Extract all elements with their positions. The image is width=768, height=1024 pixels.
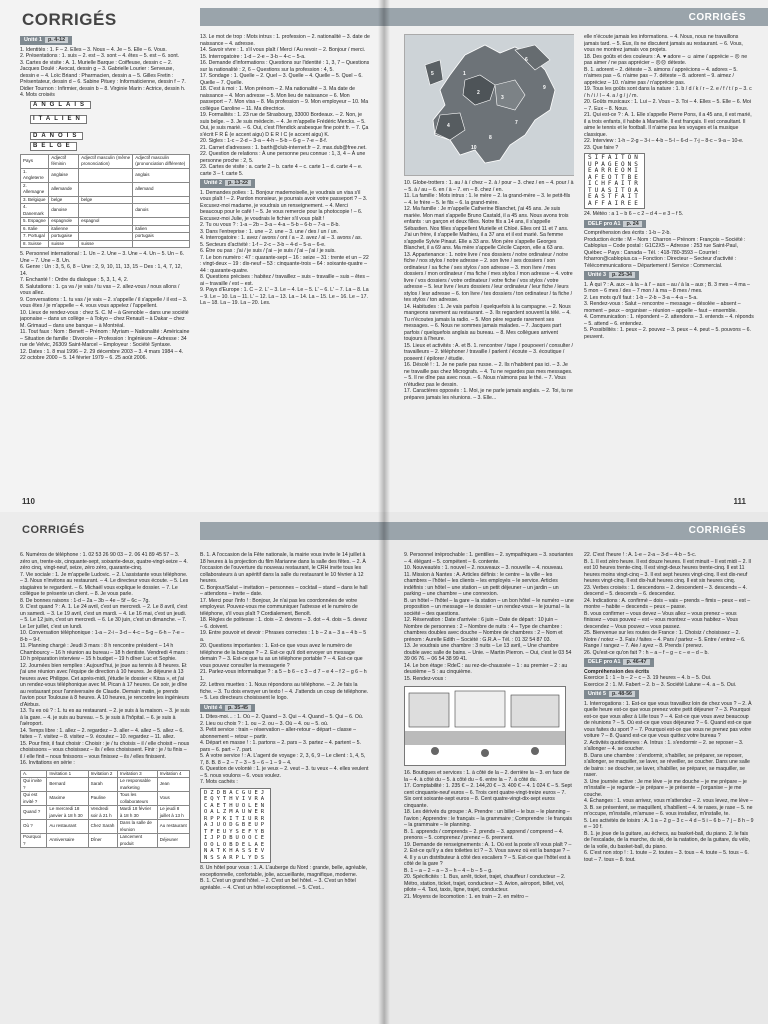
- grid-row: NSSARPLYDS: [204, 854, 268, 861]
- crossword-word: BELGE: [30, 142, 77, 151]
- answer-item: 14. Savoir vivre : 1. s'il vous plaît / Merci / Au revoir – 2. Bonjour / merci.: [200, 47, 366, 53]
- europe-map: [404, 34, 574, 176]
- answer-item: 15. Pour finir, il faut choisir : Choisir : je / tu choisis – il / elle choisit – nous choisissons – vous choisissez – ils / elles choisissent. Finir : je / tu finis – il / elle finit – nous finissons – vous finissez – ils / elles finissent.: [20, 740, 190, 760]
- table-row: Quand ? Le mercredi 18 janvier à 18 h 30 Vendredi soir à 21 h Mardi 18 février à 18 h 30 Le jeudi 8 juillet à 13 h: [21, 806, 190, 820]
- answer-item: 17. Sondage : 1. Quelle – 2. Quel – 3. Quelle – 4. Quelle – 5. Quel – 6. Quelle – 7. Quelle.: [200, 73, 363, 86]
- answer-item: B. 1. je joue de la guitare, au échecs, au basket-ball, du piano. 2. le fais de l'escalade, de la marche, du ski, de la natation, de la guitare, du vélo, de la voile, du basket-ball, du piano.: [584, 830, 750, 850]
- crossword-word: ANGLAIS: [30, 101, 91, 110]
- answer-item: 13. Tu es où ? : 1. tu es au restaurant. – 2. je suis à la maison. – 3. je suis à la gare. – 4. je suis au bureau. – 5. je suis à l'hôpital. – 6. je suis à l'aéroport.: [20, 708, 190, 727]
- answer-item: 3. Une journée active : Je me lève – je me douche – je me prépare – je m'installe – je regarde – je prépare – je présente – j'organise – je me couche.: [584, 778, 747, 798]
- crossword: [30, 101, 190, 151]
- map-number: 2: [477, 90, 480, 96]
- answer-item: 13. Je voudrais une chambre : 3 nuits – Le 13 avril, – Une chambre double avec salle de bains. – Unie. – Martin Pierron. – Oui, c'est le 03 54 39 06 76. – 06 54 38 99 41.: [404, 643, 572, 662]
- answer-item: B. Dans une chambre : s'endormir, s'habiller, se préparer, se reposer, s'allonger, se maquiller, se laver, se réveiller, se coucher. Dans une salle de bains : se doucher, se laver, s'habiller, se préparer, se maquiller, se raser.: [584, 752, 750, 778]
- answer-item: 8. Un hôtel pour vous : 1. A. L'auberge du Nord : grande, belle, agréable, exceptionnelle, confortable, jolie, accueillante, magnifique, moderne.: [200, 865, 368, 878]
- answer-item: 16. Invitations en série :: [20, 760, 75, 766]
- table-row: Qui invite ? Bernard Sarah Le responsable marketing Jean: [21, 778, 190, 792]
- answer-item: 3. Petit service : train – réservation – aller-retour – départ – classe – abonnement – retour – partir.: [200, 727, 356, 740]
- grid-row: TUASITOA: [588, 186, 641, 194]
- answer-item: 19. Tous les goûts sont dans la nature : 1. b / d / k / r – 2. e / f / t / p – 3. c / h / i / l – 4. a / g / j / m.: [584, 86, 752, 99]
- table-header: A.: [21, 770, 47, 778]
- page-title: CORRIGÉS: [688, 12, 746, 23]
- page-number: 110: [22, 497, 35, 506]
- unit-badge: DELF pro A1 p. 46-47: [584, 658, 654, 667]
- answer-item: 24. Indications : A. confirmé – dois – vais – prends – fimis – peux – est – montre – habite – descends – peux – passe.: [584, 597, 751, 610]
- answer-item: 1. À qui ? : A. aux – à la – à l' – aux – au / à la – aux ; B. 3 mes – 4 ma – 5 mon – 6 mes / des – 7 mon / à ma – 8 mes / mes.: [584, 281, 750, 294]
- unit-badge: Unité 3 p. 25-34: [584, 271, 639, 280]
- table-header: Invitation 4: [157, 770, 189, 778]
- answer-item: 16. Désolé ! : 1. Je ne parle pas russe. – 2. Ils n'habitent pas ici. – 3. Je ne travaille pas chez Micrografs. – 4. Tu ne regardes pas mes messages. – 5. Il ne dîne pas avec nous. – 6. Nous n'aimons pas le thé. – 7. Vous n'étudiez pas le dessin.: [404, 362, 573, 388]
- map-number: 4: [447, 123, 450, 129]
- answer-item: 21. Carnet d'adresses : 1. barth@club-internet.fr – 2. max.dub@free.net.: [200, 144, 367, 151]
- grid-row: EARREOMI: [588, 167, 641, 174]
- table-row: Qui est invité ? Maxime Pauline Tous les collaborateurs Vous: [21, 792, 190, 806]
- que-faire-grid: [584, 153, 645, 209]
- table-row: 4. Danemark danoise danois: [21, 204, 190, 218]
- answer-item: 23. Verbes croisés : 1. descendons – 2. descendent – 3. descends – 4. descend – 5. descends – 6. descendez.: [584, 584, 747, 597]
- answer-item: 22. C'est l'heure ! : A. 1-e – 2-a – 3-d – 4-b – 5-c.: [584, 552, 697, 558]
- answer-item: 10. Nouveautés : 1. nouvel – 2. nouveaux – 3. nouvelle – 4. nouveau.: [404, 565, 564, 571]
- answer-item: 7. Enchanté ! : Ordre du dialogue : 5, 3, 1, 4, 2.: [20, 277, 129, 283]
- answer-item: 21. Moyens de locomotion : 1. en train – 2. en métro –: [404, 893, 529, 900]
- answer-item: 1. Identités : 1. F – 2. Elles – 3. Nous – 4. Je – 5. Elle – 6. Vous.: [20, 46, 167, 53]
- answer-item: 11. Mission à Nantes : A. Articles définis : le centre – la ville – les chambres – l'hôtel – les clients – les employés – le service. Articles indéfinis : un hôtel – une station – un petit déjeuner – un jardin – un parking – une chambre – une connexion.: [404, 571, 559, 597]
- answer-item: 12. Journées bien remplies : Aujourd'hui, je joue au tennis à 8 heures. Et j'ai une réunion avec l'équipe de direction à 10 heures. Je déjeune à 13 heures avec Philippe. Cet après-midi, j'étudie le dossier « Kitsa », et j'ai un rendez-vous téléphonique avec M. Pican à 17 heures. Ce soir, je dîne au restaurant pour l'anniversaire de Claude. Demain matin, je prends l'avion pour Toulouse à 8 heures. À 10 heures, je rencontre les ingénieurs d'Airbus.: [20, 662, 190, 708]
- answer-item: 5. Possibilités : 1. peux – 2. pouvez – 3. peux – 4. peut – 5. pouvons – 6. peuvent.: [584, 327, 751, 340]
- answer-item: 5. Personnel international : 1. Un – 2. Une – 3. Une – 4. Un – 5. Un – 6. Une – 7. Une – 8. Un.: [20, 251, 185, 264]
- answer-item: 19. Entre pouvoir et devoir : Phrases correctes : 1 b – 2 a – 3 a – 4 b – 5 a.: [200, 630, 367, 643]
- answer-item: 11. La famille : Mots intrus : 1. le mère – 2. la grand-mère – 3. le petit-fils – 4. le frère – 5. le fils – 6. la grand-mère.: [404, 193, 571, 206]
- grid-row: DZDBACGUEJ: [204, 789, 268, 796]
- answer-item: 5. Les activités de loisirs : A. 1 a – 2 g – 3 c – 4 d – 5 i – 6 b – 7 j – 8 h – 9 e – 10 f.: [584, 817, 754, 830]
- map-number: 8: [489, 135, 492, 141]
- bottom-right-page: [384, 512, 768, 1024]
- page-columns: [404, 552, 754, 1004]
- grid-row: IJPDBUOOCE: [204, 835, 268, 841]
- answer-item: 2. Activités quotidiennes : A. Intrus : 1. s'endormir – 2. se reposer – 3. s'allonger – 4. se coucher.: [584, 739, 744, 752]
- answer-item: B. vous confirmer – vous devez – Vous allez – vous prenez – vous finissez – vous pouvez – est – vous montrez – vous habitez – Vous descendez – Vous pouvez – vous passez.: [584, 610, 738, 630]
- map-number: 5: [431, 71, 434, 77]
- table-row: 8. Suisse suisse suisse: [21, 240, 190, 248]
- table-row: 3. Belgique belge belge: [21, 196, 190, 204]
- answer-item: B. 1. adorent – 2. déteste – 3. aimons / apprécions – 4. adores – 5. n'aimes pas – 6. n'aime pas – 7. déteste – 8. adorent – 9. aimez / appréciez – 10. n'aime pas / n'apprécie pas.: [584, 66, 738, 86]
- answer-item: 10. Globe-trotters : 1. au / à / chez – 2. à / pour – 3. chez / en – 4. pour / à – 5. à / au – 6. en / à – 7. en – 8. chez / en.: [404, 180, 574, 193]
- answer-item: 21. Parlez-vous informatique ? : a 5 – b 6 – c 3 – d 7 – e 4 – f 2 – g 6 – h 1.: [200, 669, 367, 682]
- answer-item: B. 1. Il est zéro heure. Il est douze heures. Il est minuit – Il est midi – 2. Il est 10 heures trente-cinq. Il est vingt-deux heures trente-cinq. Il est 11 heures moins vingt-cinq – 3. Il est sept heures vingt-cinq. Il est dix-neuf heures vingt-cinq. Il est dix-huit heures cinq. Il est six heures cinq.: [584, 558, 751, 584]
- answer-item: 13. Le mot de trop : Mots intrus : 1. profession – 2. nationalité – 3. date de naissance – 4. adresse.: [200, 34, 370, 47]
- answer-item: 9. C'est quand ? : A. 1. Le 24 avril, c'est un mercredi. – 2. Le 8 avril, c'est un samedi. – 3. Le 19 avril, c'est un mardi. – 4. Le 16 mai, c'est un jeudi. – 5. Le 12 juin, c'est un mercredi. – 6. Le 30 juin, c'est un dimanche. – 7. Le 1er juillet, c'est un lundi.: [20, 604, 188, 630]
- invitation-table: [20, 770, 190, 849]
- grid-row: OOLOBDELAE: [204, 841, 268, 848]
- answer-item: 3. Rendez-vous : Salut – rencontre – message – désolée – absent – moment – peux – organiser – réunion – appelle – faut – ensemble.: [584, 301, 741, 314]
- answer-item: 3. Cartes de visite : A. 1. Murielle Barque : Coiffeuse, dessin c – 2. Jacques Doulé : Avocat, dessin g – 3. Gabrielle Lourier : Serveuse, dessin e – 4. Loïc Briand : Pharmacien, dessin a – 5. Gilles Fretin : Présentateur, dessin d – 6. Sabine Pituey : Informaticienne, dessin f – 7. Didier Tournon : Infirmier, dessin b – 8. Virginie Marin : Actrice, dessin h.: [20, 59, 186, 92]
- answer-item: 2. Lieu ou choix ? : 1. ou – 2. ou – 3. Où – 4. ou – 5. où.: [200, 720, 329, 727]
- answer-item: 18. C'est à moi : 1. Mon prénom – 2. Ma nationalité – 3. Ma date de naissance – 4. Mon adresse – 5. Mon lieu de naissance – 6. Mon passeport – 7. Mon visa – 8. Ma profession – 9. Mon employeur – 10. Ma collègue Caroline – 11. Ma directrice.: [200, 86, 369, 112]
- answer-item: 15. Rendez-vous :: [404, 675, 447, 682]
- answer-item: 19. Formalités : 1. 23 rue de Strasbourg, 33000 Bordeaux. – 2. Non, je suis belge. – 3. Je suis médecin. – 4. Je m'appelle Frédéric Mercks. – 5. Oui, je suis marié. – 6. Oui, c'est l'Ifendick arabesque fine point fr. – 7. Ça s'écrit F R É (e accent aigu) D E R I C (e accent aigu) K.: [200, 112, 369, 138]
- table-header: Invitation 2: [88, 770, 117, 778]
- grid-row: UPAGEONS: [588, 160, 641, 168]
- column-1: [20, 552, 190, 1004]
- answer-item: Compréhension des écrits : 1-b – 2-b.: [584, 230, 671, 236]
- answer-item: 4. Départ en masse ! : 1. partons – 2. pars – 3. partez – 4. partent – 5. pars – 6. part – 7. part.: [200, 740, 361, 753]
- answer-item: Compréhension des écrits: [584, 668, 650, 675]
- answer-item: B. 1. À l'occasion de la Fête nationale, la mairie vous invite le 14 juillet à 18 heures à la projection du film Marianne dans la salle des fêtes. – 2. À l'occasion de l'ouverture du nouveau restaurant, le CRH invite tous les collaborateurs à un apéritif dans la salle du restaurant le 10 février à 12 heures.: [200, 552, 366, 584]
- table-row: Où ? Au restaurant Chez Sarah Dans la salle de réunion Au restaurant: [21, 820, 190, 834]
- answer-item: 18. Des goûts et des couleurs : A. ♥ adore – ☺ aime / apprécie – ☹ ne pas aimer / ne pas apprécier – ☹☹ déteste.: [584, 53, 748, 66]
- column-1: [404, 34, 574, 492]
- street-scene-illustration: [404, 686, 566, 766]
- grid-row: AFEOTTBE: [588, 173, 641, 181]
- map-number: 6: [525, 57, 528, 63]
- answer-item: 12. Dates : 1. 8 mai 1996 – 2. 29 décembre 2003 – 3. 4 mars 1984 – 4. 22 octobre 2000 – 5. 14 février 1979 – 6. 25 août 2006.: [20, 348, 184, 361]
- answer-item: 4. Échanges : 1. vous arrivez, vous m'attendez – 2. vous levez, me lève – 3. B. se présentent, se maquillent, s'habillent – 4. te rases, je rase – 5. ne m'occupe, m'installe, m'amuse – 6. vous installez, m'installe, te.: [584, 798, 753, 817]
- answer-item: 5. Secteurs d'activité : 1-f – 2-c – 3-b – 4-d – 5-a – 6-e.: [200, 241, 326, 248]
- answer-item: 6. Numéros de téléphone : 1. 02 53 26 90 03 – 2. 06 41 89 45 57 – 3. zéro un, trente-six, cinquante-sept, soixante-deux, quatre-vingt-seize – 4. zéro cinq, vingt-neuf, seize, zéro zéro, quarante-cinq.: [20, 552, 188, 571]
- answer-item: 4. Communication : 1. répondent – 2. attendons – 3. entends – 4. réponds – 5. attend – 6. entendez.: [584, 314, 754, 327]
- table-row: 6. Italie italienne italien: [21, 225, 190, 233]
- answer-item: Exercice 2 : 1. M. Fabert – 2. b – 3. Société Lalune – 4. a – 5. Oui.: [584, 681, 737, 688]
- answer-item: 6. Être ou pas : j'ai / je suis / j'ai – je suis / j'ai – j'ai / je suis.: [200, 248, 336, 254]
- header-band: [200, 8, 384, 26]
- answer-item: 16. Demande d'informations : Questions sur l'identité : 1, 3, 7 – Questions sur la nationalité : 2, 6 – Questions sur la profession : 4, 5.: [200, 60, 370, 73]
- answer-item: 8. Salutations : 1. ça va / je vais / tu vas – 2. allez-vous / nous allons / vous allez.: [20, 283, 180, 296]
- answer-item: 2. Présentations : 1. suis – 2. est – 3. sont – 4. êtes – 5. est – 6. sont.: [20, 53, 180, 59]
- answer-item: Exercice 1 : 1 – b – 2 – c – 3. 19 heures – 4. b – 5. Oui.: [584, 675, 712, 681]
- grid-row: EASTFAIT: [588, 193, 641, 200]
- answer-item: 26. Qu'est-ce qu'on fait ? : h – a – f – g – c – e – d – b.: [584, 649, 709, 656]
- grid-row: NATKHASSEV: [204, 848, 268, 854]
- answer-item: B. un hôtel – l'hôtel – la gare – la station – un bon hôtel – le numéro – une proposition – un message – le dossier – un rendez-vous – le journal – la société – des questions.: [404, 597, 574, 617]
- grid-row: AJUODGBEUP: [204, 822, 268, 828]
- header-band: [200, 522, 384, 540]
- grid-row: SIFAITON: [588, 154, 641, 161]
- page-title: CORRIGÉS: [22, 10, 117, 29]
- page-columns: [404, 34, 754, 492]
- answer-item: 20. Questions importantes : 1. Est-ce que vous avez le numéro de téléphone de la banque ? – 2. Est-ce qu'il doit envoyer un message demain ? – 3. Est-ce que tu as un téléphone portable ? – 4. Est-ce que vous pouvez consulter la messagerie ?: [200, 643, 363, 669]
- answer-item: 6. C'est non stop ! : 1. toute – 2. toutes – 3. tous – 4. toute – 5. tous – 6. tout – 7. tous – 8. tout.: [584, 850, 749, 863]
- answer-item: 7. Le bon numéro : 47 : quarante-sept – 16 : seize – 31 : trente et un – 22 : vingt-deux – 19 : dix-neuf – 53 : cinquante-trois – 64 : soixante-quatre – 44 : quarante-quatre.: [200, 254, 369, 274]
- answer-item: 17. Caractères opposés : 1. Moi, je ne parle jamais anglais. – 2. Toi, tu ne prépares jamais les réunions. – 3. Elle...: [404, 388, 573, 401]
- column-1: [20, 34, 190, 492]
- answer-item: 1. Demandes polies : 1. Bonjour mademoiselle, je voudrais un visa s'il vous plaît ! – 2. Pardon monsieur, je pourrais avoir votre passeport ? – 3. Excusez-moi madame, je voudrais un renseignement. – 4. Merci beaucoup pour le café ! – 5. Je vous remercie pour la photocopie ! – 6. Excusez-moi Julie, je voudrais le fichier s'il vous plaît !: [200, 189, 368, 222]
- bottom-spread: [0, 512, 768, 1024]
- answer-item: 14. Le bon étage : RdeC : au rez-de-chaussée – 1 : au premier – 2 : au deuxième – 5 : au cinquième.: [404, 662, 568, 675]
- bottom-left-page: [0, 512, 384, 1024]
- table-header: Adjectif masculin (même prononciation): [79, 154, 133, 168]
- answer-item: 20. Spécificités : 1. Bus, arrêt, ticket, trajet, chauffeur / conducteur – 2. Métro, station, ticket, trajet, conducteur – 3. Avion, aéroport, billet, vol, pilote – 4. Taxi, taxis, ligne, trajet, conducteur.: [404, 874, 566, 893]
- page-number: 111: [733, 497, 746, 506]
- unit-badge: Unité 1 p. 4-12: [20, 36, 72, 45]
- answer-item: 2. Tu ou vous ? : 1-a – 2b – 3-a – 4-a – 5-b – 6-b – 7-a – 8-b.: [200, 222, 340, 228]
- answer-item: 23. Cartes de visite : a. carte 2 – b. carte 4 – c. carte 1 – d. carte 4 – e. carte 3 – f. carte 5.: [200, 164, 363, 177]
- map-number: 3: [501, 95, 504, 101]
- answer-item: 16. Boutiques et services : 1. à côté de la – 2. derrière la – 3. en face de la – 4. à côté du – 5. à côté du – 6. entre la – 7. à côté du.: [404, 770, 570, 783]
- table-header: Adjectif féminin: [49, 154, 79, 168]
- column-2: [200, 552, 370, 1004]
- crossword-word: ITALIEN: [30, 115, 87, 124]
- answer-item: 22. Lettres muettes : 1. Nous répondons au téléphone. – 2. Je fais la fiche. – 3. Tu dois envoyer un texto ! – 4. J'attends un coup de téléphone. – 5. Les directeurs choisissent le logo.: [200, 682, 369, 701]
- column-2: [584, 34, 754, 492]
- map-number: 10: [471, 145, 477, 151]
- answer-item: 10. Lieux de rendez-vous : chez S. C. M – à Grenoble – dans une société japonaise – dans un collège – à Tokyo – chez Renault – à Dakar – chez M. Grimaud – dans une banque – à Montréal.: [20, 309, 189, 329]
- grid-row: RPPKITIURR: [204, 815, 268, 822]
- answer-item: 4. Mots croisés: [20, 92, 55, 98]
- answer-item: B. 1. C'est un grand hôtel. – 2. C'est un bel hôtel. – 3. C'est un hôtel agréable. – 4. C'est un hôtel exceptionnel. – 5. C'est...: [200, 878, 356, 891]
- page-title: CORRIGÉS: [688, 525, 746, 536]
- answer-item: elle n'écoute jamais les informations. – 4. Nous, nous ne travaillons jamais tard. – 5. Eux, ils ne discutent jamais au restaurant. – 6. Vous, vous ne montrez jamais vos projets.: [584, 34, 743, 53]
- answer-item: C. Bonjour/Salut – invitation – personnes – cocktail – stand – dans le hall – attendons – invite – date.: [200, 584, 368, 597]
- answer-item: 12. Réservation : Date d'arrivée : 6 juin – Date de départ : 10 juin – Nombre de personnes : 2 – Nombre de nuits : 4 – Type de chambre : chambres doubles avec douche – Nombre de chambres : 2 – Nom et prénom : Aurelle Edith – Société : G.R.A – Tél. : 01 32 54 87 03.: [404, 617, 563, 643]
- answer-item: 6. Question de volonté : 1. je veux – 2. veut – 3. tu veux – 4. elles veulent – 5. nous voulons – 6. vous voulez.: [200, 766, 369, 779]
- grid-row: CAETHUOLEN: [204, 802, 268, 809]
- europe-map-svg: [405, 35, 574, 175]
- grid-row: TFEUYSEFYB: [204, 828, 268, 835]
- answer-item: 2. Les mots qu'il faut : 1-b – 2-b – 3-a – 4-a – 5-a.: [584, 294, 698, 301]
- table-header: Pays: [21, 154, 49, 168]
- answer-item: 8. De bonnes raisons : 1-d – 2a – 3b – 4e – 5f – 6c – 7g.: [20, 597, 150, 604]
- unit-badge: Unité 4 p. 35-45: [200, 704, 255, 713]
- street-scene-svg: [405, 687, 565, 765]
- map-number: 9: [543, 85, 546, 91]
- table-row: Pourquoi ? Anniversaire Dîner Lancement produit Déjeuner: [21, 834, 190, 848]
- answer-item: 20. Sigles : 1-c – 2-d – 3-a – 4-h – 5-b – 6-g – 7-e – 8-f.: [200, 138, 328, 144]
- crossword-word: DANOIS: [30, 132, 83, 141]
- page-columns: [20, 34, 370, 492]
- grid-row: ICHFAITR: [588, 180, 641, 187]
- table-header: Adjectif masculin (prononciation différente): [133, 154, 190, 168]
- answer-item: 13. Appartenance : 1. notre livre / nos dossiers / notre ordinateur / notre fiche / nos stylos / notre adresse – 2. son livre / ses dossiers / son ordinateur / sa fiche / ses stylos / son adresse – 3. mon livre / mes dossiers / mon ordinateur / ma fiche / mes stylos / mon adresse – 4. votre livre / vos dossiers / votre ordinateur / votre fiche / vos stylos / votre adresse – 5. leur livre / leurs dossiers / leur ordinateur / leur fiche / leurs stylos / leur adresse – 6. ton livre / tes dossiers / ton ordinateur / ta fiche / tes stylos / ton adresse.: [404, 251, 573, 303]
- map-number: 7: [515, 120, 518, 126]
- answer-item: 6. Genre : Un : 3, 5, 6, 8 – Une : 2, 9, 10, 11, 13, 15 – Des : 1, 4, 7, 12, 14.: [20, 264, 182, 277]
- answer-item: 1. Interrogations : 1. Est-ce que vous travaillez loin de chez vous ? – 2. À quelle heure est-ce que vous prenez votre petit déjeuner ? – 3. Pourquoi est-ce que vous allez à Lille tous ? – 4. Est-ce que vous avez beaucoup de réunions ? – 5. Où est-ce que vous déjeunez ? – 6. Quand est-ce que vous faites du sport ? – 7. Pourquoi est-ce que vous ne prenez pas votre voiture ? – 8. Quand est-ce que vous quittez votre bureau ?: [584, 700, 752, 739]
- answer-item: 11. Tout faux : Nom : Benett – Prénom : Myriam – Nationalité : Américaine – Situation de famille : Divorcée – Profession : Ingénieure – Adresse : 34 rue de Velvic, 26309 Saint-Marcel – Employeur : Société Syntaxe.: [20, 329, 190, 348]
- answer-item: 18. Règles de politesse : 1. dois – 2. devons – 3. dot – 4. dois – 5. devez – 6. doivent.: [200, 617, 367, 630]
- answer-item: 14. Habitudes : 1. Je vais parfois / quelquefois à la campagne. – 2. Nous mangeons rarement au restaurant. – 3. Ils regardent souvent la télé. – 4. Tu n'écoutes jamais la radio. – 5. Mon père regarde rarement ses messages. – 6. Nous ne sommes jamais malades. – 7. Jacques part parfois / quelquefois anglais au bureau. – 8. Mes collègues arrivent toujours à l'heure.: [404, 303, 571, 342]
- answer-item: 20. Goûts musicaux : 1. Lui – 2. Vous – 3. Toi – 4. Elles – 5. Elle – 6. Moi – 7. Eux – 8. Nous.: [584, 99, 751, 112]
- unit-badge: Unité 5 p. 48-56: [584, 690, 639, 699]
- page-111: [384, 0, 768, 512]
- answer-item: 9. Pays d'Europe : 1. C – 2. L' – 3. Le – 4. Le – 5. L' – 6. L' – 7. La – 8. La – 9. Le – 10. La – 11. L' – 12. La – 13. La – 14. La – 15. Le – 16. Le – 17. La – 18. La – 19. La – 20. Les.: [200, 287, 369, 306]
- answer-item: 17. Merci pour l'info ! : Bonjour, Je n'ai pas les coordonnées de votre employeur. Pouvez-vous me communiquer l'adresse et le numéro de téléphone, s'il vous plaît ? Cordialement, Benoît.: [200, 597, 358, 617]
- answer-item: B. 1 – a – 2 – a – 3 – h – 4 – b – 5 – g.: [404, 867, 493, 874]
- answer-item: 25. Bienvenue sur les routes de France : 1. Choisiz / choisissez – 2. Notre / notez – 3. Fais / faites – 4. Pars / partez – 5. Entre / entrez – 6. Range / rangez – 7. Aie / ayez – 8. Prends / prenez.: [584, 630, 746, 649]
- answer-item: 14. Temps libre : 1. allez – 2. regardez – 3. aller – 4. allez – 5. allez – 6. faites – 7. visitez – 8. visitez – 9. écoutez – 10. regardez – 11. allez.: [20, 727, 184, 740]
- column-1: [404, 552, 574, 1004]
- answer-item: 15. Lieux et activités : A. et B. 1. rencontrer / tape / poupoeeri / consulter / travailleurs – 2. téléphoner / travaille / parlent / écoute – 3. écoutique / poseent / épilorer / étudie.: [404, 342, 573, 362]
- answer-item: 7. Mots cachés :: [200, 779, 238, 785]
- unit-badge: DELF pro A1 p. 24: [584, 220, 646, 229]
- answer-item: 12. Ma famille : Je m'appelle Catherine Blanchet, j'ai 45 ans. Je suis mariée. Mon mari s'appelle Bruno Castald, il a 45 ans. Nous avons trois enfants : un garçon et deux filles. Notre fils a 14 ans, il s'appelle Sébastien. Nos filles s'appellent Murielle et Chloé. Elles ont 11 et 7 ans. J'ai un frère, il s'appelle Mathieu, il a 37 ans et il est marié. Sa femme s'appelle Sylvie Pinaut. Elle a 33 ans. Mon père s'appelle Georges Blanchet, il a 69 ans. Ma mère s'appelle Cécile Capron, elle a 63 ans.: [404, 206, 569, 251]
- answer-item: B. 1. apprends / comprends – 2. prends – 3. apprend / comprend – 4. prenons – 5. comprenez / prenez – 6. prennent.: [404, 828, 564, 841]
- answer-item: 4. Interrogatoire : 1. avez / avons / ont / a – 2. avez / ai – 3. avons / as.: [200, 235, 363, 241]
- answer-item: Production écrite : M – Nom : Charron – Prénom : François – Société : Cablopius – Code postal : G1C2X5 – Adresse : 253 rue Saint-Paul, Québec – Pays : Canada – Tél. : 418-780-3593 – Courriel : fcharron@cablopius.ca – Fonction : Directeur – Secteur d'activité : Télécommunications – Département / Service : Commercial.: [584, 236, 746, 269]
- answer-item: 18. Les dérivés du groupe : A. Prendre : un billet – le bus – le planning – l'avion ; Apprendre : le français – la grammaire ; Comprendre : le français – la grammaire – le planning.: [404, 809, 572, 828]
- table-row: 7. Portugal portugaise portugais: [21, 233, 190, 241]
- answer-item: 23. Que faire ?: [584, 144, 619, 151]
- page-columns: [20, 552, 370, 1004]
- map-number: 1: [463, 71, 466, 77]
- answer-item: 10. Conversation téléphonique : 1-a – 2-i – 3-d – 4-c – 5-g – 6-h – 7-e – 8-b – 9-f.: [20, 630, 185, 643]
- answer-item: 9. Personnel irréprochable : 1. gentilles – 2. sympathiques – 3. souriantes – 4. élégant – 5. compétent – 6. contente.: [404, 552, 573, 565]
- column-2: [584, 552, 754, 1004]
- answer-item: 17. Comptabilité : 1. 235 € – 2. 144,20 € – 3. 400 € – 4. 1 024 € – 5. Sept cent cinquante-neuf euros – 6. Trois cent quatre-vingt-treize euros – 7. Six cent soixante-sept euros – 8. Cent quatre-vingt-dix-sept euros cinquante.: [404, 783, 572, 809]
- answer-item: 5. À votre service ! : A. L'agent de voyage : 2, 3, 6, 9 – Le client : 1, 4, 5, 7, 8. B. 8 – 2 – 7 – 3 – 5 – 6 – 1 – 9 – 4.: [200, 753, 366, 766]
- answer-item: 8. Questions précises : habitez / travaillez – suis – travaille – suis – êtes – ai – travaille / est – est.: [200, 274, 370, 287]
- answer-item: 15. Interrogatoire : 1-d – 2-e – 3-b – 4-c – 5-a.: [200, 53, 306, 60]
- column-2: [200, 34, 370, 492]
- table-header: Invitation 3: [117, 770, 157, 778]
- book-gutter: [378, 0, 390, 512]
- table-row: 2. Allemagne allemande allemand: [21, 182, 190, 196]
- table-row: 1. Angleterre anglaise anglais: [21, 168, 190, 182]
- answer-item: 24. Météo : a 1 – b 6 – c 2 – d 4 – e 3 – f 5.: [584, 211, 684, 217]
- page-title: CORRIGÉS: [22, 524, 85, 536]
- answer-item: 3. Dans l'entreprise : 1. une – 2. une – 3. une / des / un / un.: [200, 228, 338, 235]
- unit-badge: Unité 2 p. 13-22: [200, 179, 255, 188]
- table-row: 5. Espagne espagnole espagnol: [21, 218, 190, 226]
- answer-item: 19. Demande de renseignements : A. 1. Où est la poste s'il vous plaît ? – 2. Est-ce qu'il y a des toilettes ici ? – 3. Vous savez où est la banque ? – 4. Il y a un distributeur à côté des escaliers ? – 5. Est-ce que l'hôtel est à côté de la gare ?: [404, 841, 572, 867]
- answer-item: 11. Planning chargé : Jeudi 3 mars : 8 h rencontre président – 14 h Chambourcy – 16 h réunion au bureau – 18 h dentiste. Vendredi 4 mars : 10 h préparation interview – 15 h budget – 19 h dîner Luc et Sophie.: [20, 643, 188, 662]
- answer-item: 9. Conversations : 1. tu vas / je vais – 2. s'appelle / il s'appelle / il est – 3. vous êtes / je m'appelle – 4. vous vous appelez / l'appellent.: [20, 296, 188, 309]
- grid-row: OALZMAUWER: [204, 809, 268, 815]
- answer-item: 22. Interview : 1-h – 2-g – 3-i – 4-b – 5-l – 6-d – 7-j – 8-c – 9-a – 10-e.: [584, 138, 744, 144]
- nationality-table: [20, 154, 190, 249]
- grid-row: AFFAIREE: [588, 199, 641, 207]
- answer-item: 21. Qui est-ce ? : A. 1. Elle s'appelle Pierre Pons, il a 45 ans, il est marié, il a trois enfants, il habite à Marseille. Il est français. Il est consultant. Il aime le tennis et le football. Il n'aime pas les voyages et la musique classique.: [584, 112, 752, 138]
- mots-caches-grid: [200, 788, 271, 864]
- answer-item: 1. Dites-moi… : 1. Où – 2. Quand – 3. Qui – 4. Quand – 5. Qui – 6. Où.: [200, 714, 364, 720]
- answer-item: 22. Question de relations : À une personne peu connue : 1, 3, 4 – À une personne proche : 2, 5.: [200, 151, 366, 164]
- book-gutter: [378, 512, 390, 1024]
- grid-row: EQYTHVIVRA: [204, 796, 268, 802]
- answer-item: 7. Vie sociale : 1. Je m'appelle Ludovic. – 2. L'assistante vous téléphone. – 3. Nous n'invitons au restaurant. – 4. Le directeur vous écoute. – 5. Les stagiaires te regardent. – 6. Michaël vous explique le dossier. – 7. Le collègue te présente un client. – 8. Je vous parle.: [20, 571, 189, 597]
- table-header: Invitation 1: [47, 770, 88, 778]
- page-110: [0, 0, 384, 512]
